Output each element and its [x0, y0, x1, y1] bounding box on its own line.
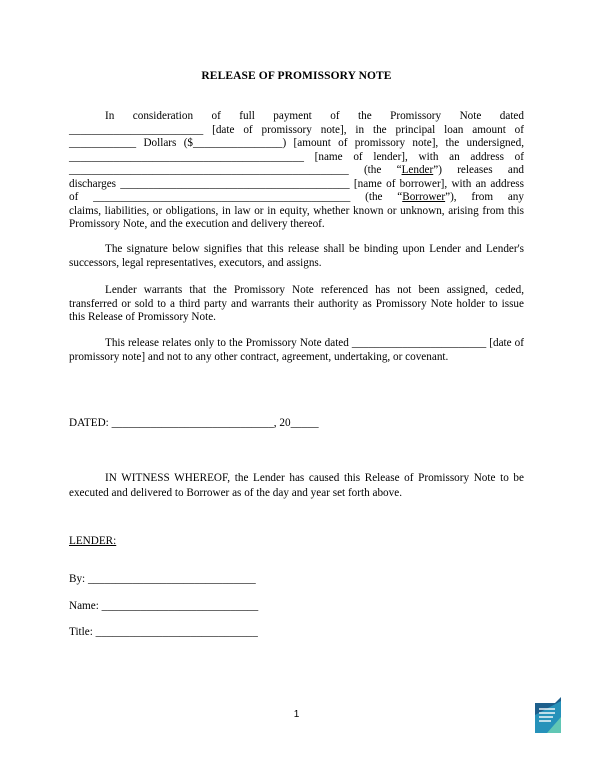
borrower-post: ”), from any: [445, 191, 524, 203]
para1-line-3: ____________ Dollars ($________________) [amount of promissory note], the undersigned,: [69, 137, 524, 149]
lender-defined-term: Lender: [401, 164, 434, 176]
paragraph-binding: The signature below signifies that this release shall be binding upon Lender and Lender's successors, legal representatives, executors, and assigns.: [69, 243, 524, 269]
paragraph-scope: This release relates only to the Promissory Note dated ________________________ [date of promissory note] and not to any other contract, agreement, undertaking, or covenant.: [69, 337, 524, 363]
para1-line-5: [69, 164, 524, 178]
paragraph-consideration: [69, 110, 524, 232]
para1-line-9: Promissory Note, and the execution and delivery thereof.: [69, 218, 325, 230]
signature-title-field: Title: _____________________________: [69, 626, 258, 638]
para1-line-7: [69, 191, 524, 205]
para1-line-8: claims, liabilities, or obligations, in law or in equity, whether known or unknown, arising from this: [69, 204, 524, 217]
document-logo-icon: [533, 697, 563, 737]
para1-line-1: In consideration of full payment of the Promissory Note dated: [105, 110, 524, 122]
dated-line: DATED: _____________________________, 20_____: [69, 417, 319, 429]
para1-line-6: discharges _________________________________________ [name of borrower], with an address: [69, 177, 524, 190]
borrower-defined-term: Borrower: [402, 191, 446, 203]
page-number: 1: [293, 709, 300, 720]
paragraph-warranty: Lender warrants that the Promissory Note referenced has not been assigned, ceded, transferred or sold to a third party and warrants their authority as Promissory Note holder to issue this Release of Promissory Note.: [69, 284, 524, 323]
signature-name-field: Name: ____________________________: [69, 600, 259, 612]
paragraph-witness: IN WITNESS WHEREOF, the Lender has caused this Release of Promissory Note to be executed and delivered to Borrower as of the day and year set forth above.: [69, 472, 524, 499]
lender-pre: __________________________________________________ (the “: [69, 164, 402, 176]
para1-line-4: __________________________________________ [name of lender], with an address of: [69, 150, 524, 163]
para1-line-2: ________________________ [date of promissory note], in the principal loan amount of: [69, 123, 524, 136]
lender-post: ”) releases and: [433, 164, 525, 176]
lender-heading: LENDER:: [69, 535, 117, 547]
borrower-pre: of ______________________________________________ (the “: [69, 191, 403, 203]
document-title: RELEASE OF PROMISSORY NOTE: [201, 70, 392, 82]
signature-by-field: By: ______________________________: [69, 573, 256, 585]
